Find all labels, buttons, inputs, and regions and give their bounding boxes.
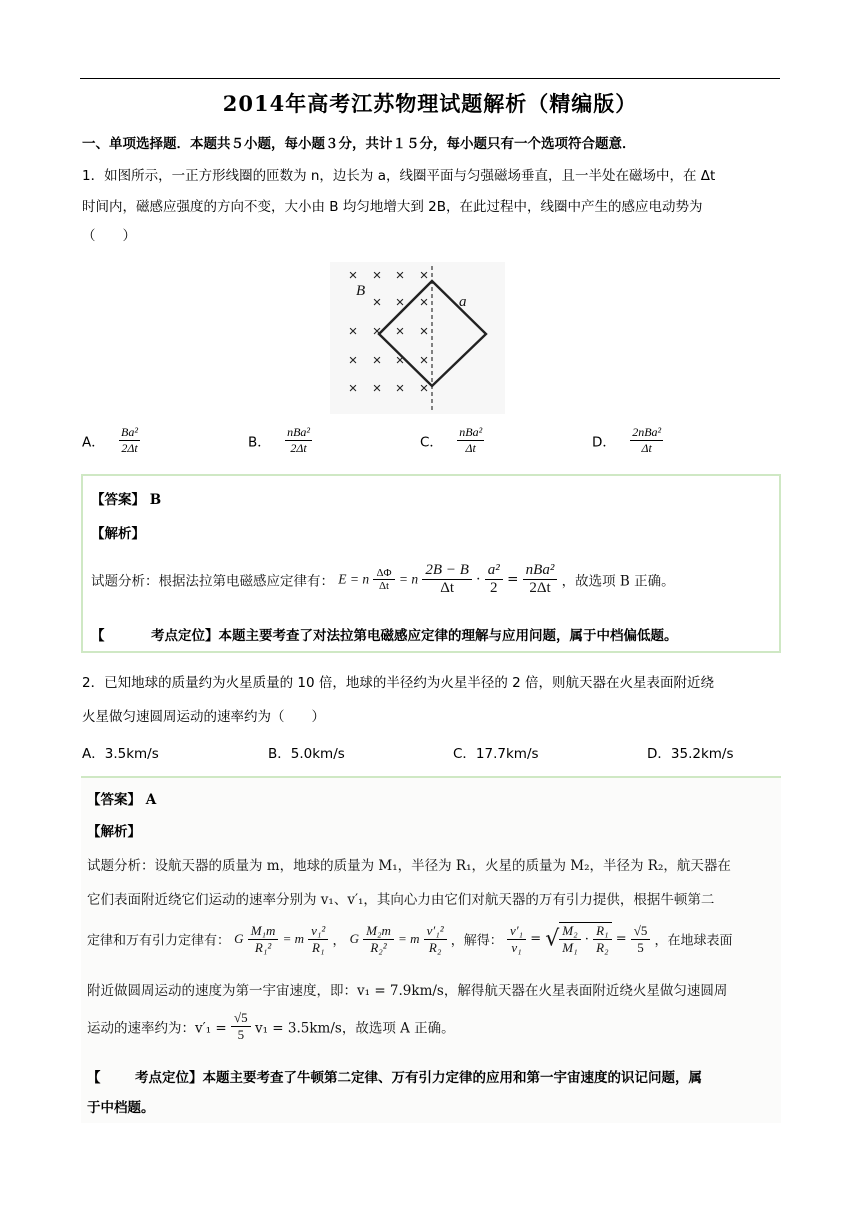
eq-operator: · [476, 571, 481, 588]
line-suffix: v₁ = 3.5km/s，故选项 A 正确。 [254, 1020, 455, 1037]
field-label-b: B [356, 283, 366, 299]
q2-kaodian-line-2: 于中档题。 [87, 1100, 155, 1116]
fraction-numerator: a² [485, 562, 503, 580]
fraction-numerator: M₂ [559, 923, 580, 940]
q1-line-3: （ ） [82, 228, 136, 244]
fraction-denominator: 5 [237, 1027, 245, 1042]
fraction-numerator: nBa² [459, 425, 483, 439]
eq-fraction [631, 923, 651, 956]
fraction-numerator: nBa² [523, 562, 558, 580]
fraction-denominator: v₁ [511, 939, 522, 955]
q1-option-d [592, 425, 663, 456]
option-key: A． [82, 434, 105, 451]
fraction-denominator: 2 [490, 580, 498, 596]
option-fraction [457, 425, 484, 456]
fraction-denominator: R₂ [596, 940, 609, 955]
eq-operator: = [615, 931, 627, 947]
eq-fraction [422, 562, 471, 597]
q2-line-2: 火星做匀速圆周运动的速率约为（ ） [82, 709, 325, 725]
analysis-prefix: 试题分析：根据法拉第电磁感应定律有： [91, 573, 334, 590]
page-title: 2014年高考江苏物理试题解析（精编版） [222, 91, 638, 116]
q2-answer: 【答案】 A [87, 792, 157, 808]
eq-fraction [507, 923, 526, 956]
field-cross: × [372, 352, 382, 369]
eq-e: E = n [338, 571, 370, 587]
field-cross: × [419, 323, 429, 340]
eq-fraction [559, 923, 580, 956]
option-fraction [119, 425, 140, 456]
fraction-denominator: Δt [641, 441, 652, 455]
q1-analysis [91, 562, 675, 597]
fraction-numerator: v₁² [308, 923, 328, 940]
q2-analysis-line-2: 它们表面附近绕它们运动的速率分别为 v₁、v′₁，其向心力由它们对航天器的万有引力提供，根据牛顿第二 [87, 892, 715, 908]
field-cross: × [348, 352, 358, 369]
q2-analysis-line-5 [87, 1010, 455, 1043]
q2-option-b: B．5.0km/s [268, 746, 345, 762]
option-key: D． [592, 434, 616, 451]
fraction-numerator: √5 [231, 1010, 251, 1027]
option-key: C． [420, 434, 443, 451]
eq-fraction [424, 923, 447, 956]
field-cross: × [419, 380, 429, 397]
q1-line-1: 1．如图所示，一正方形线圈的匝数为 n，边长为 a，线圈平面与匀强磁场垂直，且一半处在磁场中，在 Δt [82, 168, 716, 184]
top-rule [80, 78, 780, 79]
q2-kaodian-line-1: 考点定位】本题主要考查了牛顿第二定律、万有引力定律的应用和第一宇宙速度的识记问题，属 [135, 1070, 702, 1086]
fraction-denominator: 2Δt [529, 580, 551, 596]
eq-operator: = m [398, 931, 420, 946]
q1-kaodian: 考点定位】本题主要考查了对法拉第电磁感应定律的理解与应用问题，属于中档偏低题。 [151, 628, 678, 644]
section-heading: 一、单项选择题．本题共５小题，每小题３分，共计１５分，每小题只有一个选项符合题意． [82, 136, 636, 152]
eq-fraction [485, 562, 503, 597]
eq-fraction [373, 567, 394, 592]
q1-kaodian-bracket: 【 [91, 628, 105, 644]
fraction-numerator: M₁m [248, 923, 279, 940]
fraction-denominator: Δt [465, 441, 476, 455]
fraction-denominator: R₁² [254, 939, 272, 955]
eq-operator: · [584, 932, 589, 947]
q1-answer-box [81, 474, 781, 653]
eq-operator: = [530, 931, 542, 947]
fraction-numerator: R₁ [593, 923, 611, 940]
fraction-denominator: 2Δt [121, 441, 138, 455]
field-cross: × [419, 294, 429, 311]
fraction-numerator: v′₁ [507, 923, 526, 940]
option-fraction [285, 425, 312, 456]
sqrt-sign: √ [545, 926, 560, 952]
field-cross: × [395, 380, 405, 397]
q2-answer-box [81, 776, 781, 1123]
fraction-denominator: 5 [637, 939, 644, 955]
fraction-numerator: v′₁² [424, 923, 447, 940]
q1-answer: 【答案】 B [91, 492, 162, 508]
field-cross: × [395, 294, 405, 311]
eq-fraction [363, 923, 394, 956]
q2-analysis-line-4: 附近做圆周运动的速度为第一宇宙速度，即：v₁ = 7.9km/s，解得航天器在火星表面附近绕火星做匀速圆周 [87, 983, 728, 999]
fraction-numerator: nBa² [287, 425, 310, 439]
magnetic-field-figure [330, 262, 505, 414]
q1-option-b [248, 425, 312, 456]
q1-analysis-heading: 【解析】 [91, 526, 145, 542]
fraction-denominator: R₁ [312, 939, 325, 955]
q2-option-d: D．35.2km/s [647, 746, 734, 762]
q2-option-c: C．17.7km/s [453, 746, 539, 762]
eq-fraction [308, 923, 328, 956]
option-key: B． [248, 434, 271, 451]
q1-line-2: 时间内，磁感应强度的方向不变，大小由 B 均匀地增大到 2B，在此过程中，线圈中产生的感应电动势为 [82, 199, 703, 215]
fraction-numerator: Ba² [121, 425, 138, 439]
fraction-denominator: R₂ [428, 939, 442, 955]
field-cross: × [419, 352, 429, 369]
eq-fraction [593, 923, 611, 956]
q2-analysis-heading: 【解析】 [87, 824, 141, 840]
fraction-numerator: M₂m [363, 923, 394, 940]
q2-option-a: A．3.5km/s [82, 746, 159, 762]
fraction-numerator: ΔΦ [373, 567, 394, 580]
side-label-a: a [459, 294, 467, 310]
eq-separator: ， [332, 933, 346, 949]
analysis-suffix: ，故选项 B 正确。 [561, 573, 675, 590]
field-cross: × [372, 267, 382, 284]
line-prefix: 运动的速率约为：v′₁ = [87, 1020, 227, 1037]
field-cross: × [348, 323, 358, 340]
field-cross: × [395, 267, 405, 284]
eq-operator: = m [282, 931, 304, 946]
fraction-numerator: 2B − B [422, 562, 471, 580]
eq-symbol: G [349, 931, 360, 946]
q1-option-a [82, 425, 140, 456]
q2-analysis-line-3 [87, 922, 733, 956]
q2-analysis-line-1: 试题分析：设航天器的质量为 m，地球的质量为 M₁，半径为 R₁，火星的质量为 M₂，半径为 R₂，航天器在 [87, 858, 731, 874]
fraction-numerator: √5 [631, 923, 651, 940]
sqrt-body [559, 922, 611, 956]
q2-line-1: 2．已知地球的质量约为火星质量的 10 倍，地球的半径约为火星半径的 2 倍，则航天器在火星表面附近绕 [82, 675, 715, 691]
fraction-denominator: Δt [440, 580, 455, 596]
fraction-denominator: R₂² [370, 939, 387, 955]
eq-operator: = n [398, 571, 419, 587]
fraction-denominator: 2Δt [290, 441, 307, 455]
field-cross: × [395, 352, 405, 369]
eq-fraction [231, 1010, 251, 1043]
field-cross: × [372, 380, 382, 397]
field-cross: × [348, 380, 358, 397]
line-suffix: ，在地球表面 [654, 933, 733, 949]
eq-symbol: G [234, 931, 244, 946]
field-cross: × [348, 267, 358, 284]
eq-solve-label: ，解得： [450, 933, 503, 949]
field-cross: × [395, 323, 405, 340]
eq-fraction [523, 562, 558, 597]
field-cross: × [372, 294, 382, 311]
line-prefix: 定律和万有引力定律有： [87, 933, 231, 949]
fraction-denominator: Δt [378, 580, 390, 592]
fraction-numerator: 2nBa² [632, 425, 662, 439]
option-fraction [630, 425, 663, 456]
q2-kaodian-bracket: 【 [87, 1070, 101, 1086]
eq-fraction [248, 923, 279, 956]
eq-operator: = [507, 571, 519, 588]
q1-option-c [420, 425, 484, 456]
fraction-denominator: M₁ [562, 940, 578, 955]
field-cross: × [419, 267, 429, 284]
field-cross: × [372, 323, 382, 340]
